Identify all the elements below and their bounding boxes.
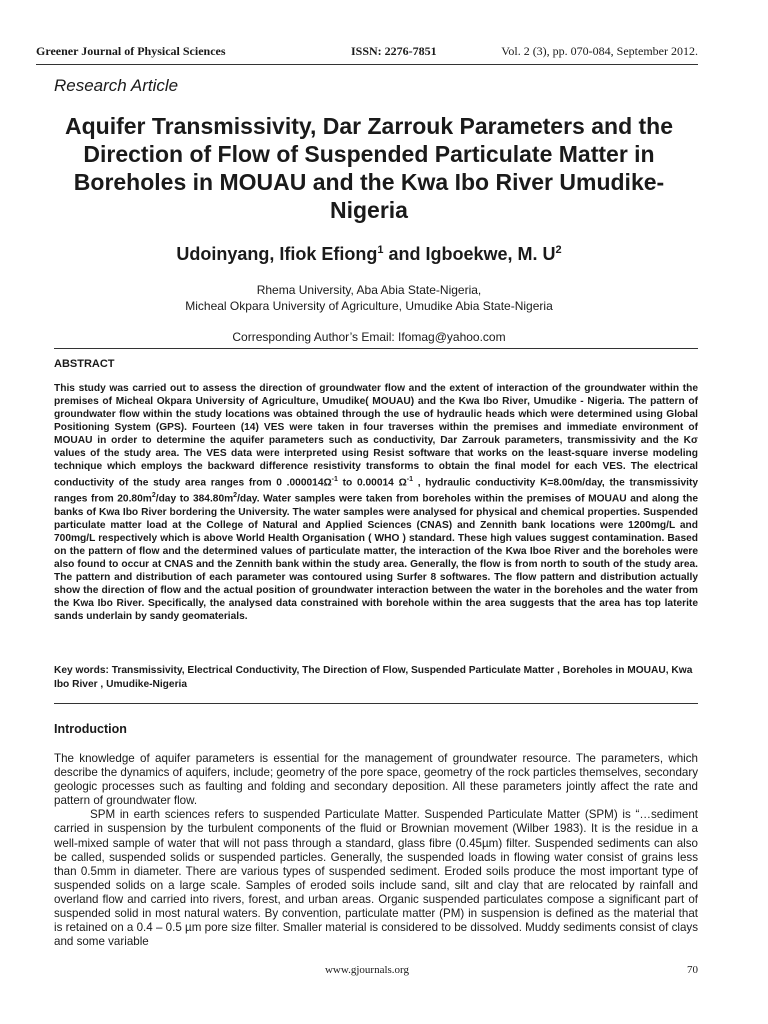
intro-paragraph-1: The knowledge of aquifer parameters is essential for the management of groundwater resource. The parameters, which describe the dynamics of aquifers, include; geometry of the pore space, geometry of the rock particles themselves, secondary geologic processes such as faulting and folding and secondary deposition. All these parameters jointly affect the rate and pattern of groundwater flow. bbox=[54, 752, 698, 808]
corresponding-email: Corresponding Author’s Email: Ifomag@yahoo.com bbox=[232, 330, 506, 344]
abstract-part-3: , hydraulic conductivity K=8.00m/day, the transmissivity ranges from 20.80m bbox=[54, 477, 698, 505]
journal-website[interactable]: www.gjournals.org bbox=[324, 964, 410, 976]
author-conj: and bbox=[383, 244, 426, 264]
abstract-part-5: /day. Water samples were taken from boreholes within the premises of MOUAU and along the banks of Kwa Ibo River bordering the University. The water samples were analysed for physical and chemical properties. Suspended particulate matter load at the College of Natural and Applied Sciences (CNAS) and Zennith bank locations were 1200mg/L and 700mg/L respectively which is above World Health Organisation ( WHO ) standard. These high values suggest contamination. Based on the pattern of flow and the determined values of particulate matter, the interaction of the Kwa Iboe River and the boreholes were also found to occur at CNAS and the Zennith bank within the study area. Generally, the flow is from north to south of the study area. The pattern and distribution of each parameter was contoured using Surfer 8 softwares. The flow pattern and distribution actually show the direction of flow and the actual position of groundwater interaction between the water in the boreholes and the water from the Kwa Ibo River. Specifically, the analysed data constrained with borehole within the area suggests that the area has top laterite sands underlain by sandy geomaterials. bbox=[54, 493, 698, 622]
affiliation-2: Micheal Okpara University of Agriculture, Umudike Abia State-Nigeria bbox=[185, 299, 553, 313]
author-1: Udoinyang, Ifiok Efiong bbox=[176, 244, 378, 264]
abstract-part-1: This study was carried out to assess the direction of groundwater flow and the extent of interaction of the groundwater within the premises of Micheal Okpara University of Agriculture, Umudike( MOUAU) and the Kwa Ibo River, Umudike - Nigeria. The pattern of groundwater flow within the study locations was obtained through the use of hydraulic heads which were determined using Global Positioning System (GPS). Fourteen (14) VES were taken in four traverses within the premises and immediate environment of MOUAU in order to determine the aquifer parameters such as conductivity, Dar Zarrouk parameters, transmissivity and the Kσ values of the study area. The VES data were interpreted using Resist software that works on the least-square inverse modeling technique which employs the backward difference resistivity transforms to obtain the final model for each VES. The electrical conductivity of the study area ranges from 0 .000014Ω bbox=[54, 383, 698, 489]
paper-title: Aquifer Transmissivity, Dar Zarrouk Parameters and the Direction of Flow of Suspended Particulate Matter in Boreholes in MOUAU and the Kwa Ibo River Umudike-Nigeria bbox=[64, 113, 674, 223]
abstract-part-2: to 0.00014 Ω bbox=[337, 477, 407, 489]
author-2: Igboekwe, M. U bbox=[425, 244, 556, 264]
issn: ISSN: 2276-7851 bbox=[351, 44, 437, 58]
article-type: Research Article bbox=[54, 76, 179, 95]
header-rule bbox=[36, 64, 698, 65]
authors bbox=[40, 244, 698, 265]
page-number: 70 bbox=[687, 964, 698, 976]
author-1-affil-mark: 1 bbox=[377, 244, 384, 256]
keywords: Key words: Transmissivity, Electrical Conductivity, The Direction of Flow, Suspended Particulate Matter , Boreholes in MOUAU, Kwa Ibo River , Umudike-Nigeria bbox=[54, 665, 693, 690]
author-2-affil-mark: 2 bbox=[555, 244, 562, 256]
intro-paragraph-2: SPM in earth sciences refers to suspended Particulate Matter. Suspended Particulate Matter (SPM) is “…sediment carried in suspension by the turbulent components of the fluid or Brownian movement (Wilber 1983). It is the residue in a well-mixed sample of water that will not pass through a standard, glass fibre (0.45µm) filter. Suspended sediments can also be called, suspended solids or suspended particles. Generally, the suspended loads in flowing water consist of grains less than 0.5mm in diameter. There are various types of suspended sediment. Eroded soils produce the most important type of suspended solids on a large scale. Samples of eroded soils include sand, silt and clay that are relocated by rainfall and overland flow and carried into rivers, forest, and urban areas. Organic suspended particulates compose a significant part of suspended solid in most natural waters. By convention, particulate matter (PM) in suspension is defined as the material that is retained on a 0.4 – 0.5 µm pore size filter. Smaller material is considered to be dissolved. Muddy sediments consist of clays and some variable bbox=[54, 808, 698, 949]
journal-name: Greener Journal of Physical Sciences bbox=[36, 44, 226, 58]
introduction-body bbox=[54, 752, 698, 949]
abstract-text bbox=[54, 382, 698, 623]
affiliations bbox=[40, 282, 698, 314]
volume-info: Vol. 2 (3), pp. 070-084, September 2012. bbox=[501, 44, 698, 58]
journal-header bbox=[36, 44, 698, 60]
abstract-sup-2: -1 bbox=[406, 476, 413, 483]
abstract-part-4: /day to 384.80m bbox=[155, 493, 234, 505]
abstract-sup-4: 2 bbox=[233, 492, 238, 500]
abstract-heading: ABSTRACT bbox=[54, 358, 115, 370]
introduction-heading: Introduction bbox=[54, 722, 127, 736]
affiliation-1: Rhema University, Aba Abia State-Nigeria, bbox=[256, 283, 482, 297]
abstract-sup-3: 2 bbox=[151, 492, 156, 500]
abstract-sup-1: -1 bbox=[331, 476, 338, 483]
